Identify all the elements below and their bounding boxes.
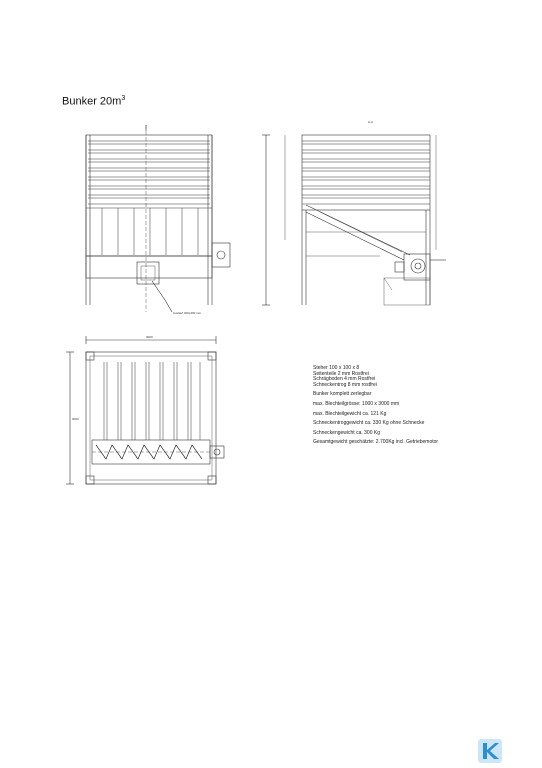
spec-line: Schneckengewicht ca. 300 Kg [313, 429, 380, 436]
plan-view [66, 335, 224, 484]
spec-line: Gesamtgewicht geschätzte: 2.700Kg incl. Getriebemotor [313, 439, 439, 446]
spec-line: max. Blechteilgrösse: 1000 x 3000 mm [313, 400, 400, 407]
front-view-note: Auslauf 400x400 mm [173, 311, 202, 315]
spec-line: Schrägboden 4 mm Rostfrei [313, 376, 376, 383]
page-title-superscript: 3 [121, 95, 126, 102]
specifications [313, 366, 438, 446]
side-view-label: A-A [368, 120, 374, 124]
plan-dim-left: 3000 [72, 417, 79, 421]
side-view [262, 120, 446, 305]
spec-group-materials [313, 366, 438, 388]
spec-group-weights [313, 392, 438, 446]
spec-line: Steher 100 x 100 x 8 [313, 365, 360, 371]
spec-line: Bunker komplett zerlegbar [313, 391, 372, 398]
company-logo-icon [478, 739, 502, 763]
spec-line: Seitenteile 2 mm Rostfrei [313, 370, 369, 377]
spec-line: Schneckentrog 8 mm rostfrei [313, 381, 377, 388]
page-title-text: Bunker 20m [62, 95, 122, 108]
front-view [86, 125, 230, 315]
plan-dim-top: 3000 [146, 335, 153, 339]
spec-line: max. Blechteilgewicht ca. 121 Kg [313, 410, 387, 417]
spec-line: Schneckentroggewicht ca. 330 Kg ohne Schnecke [313, 420, 425, 427]
